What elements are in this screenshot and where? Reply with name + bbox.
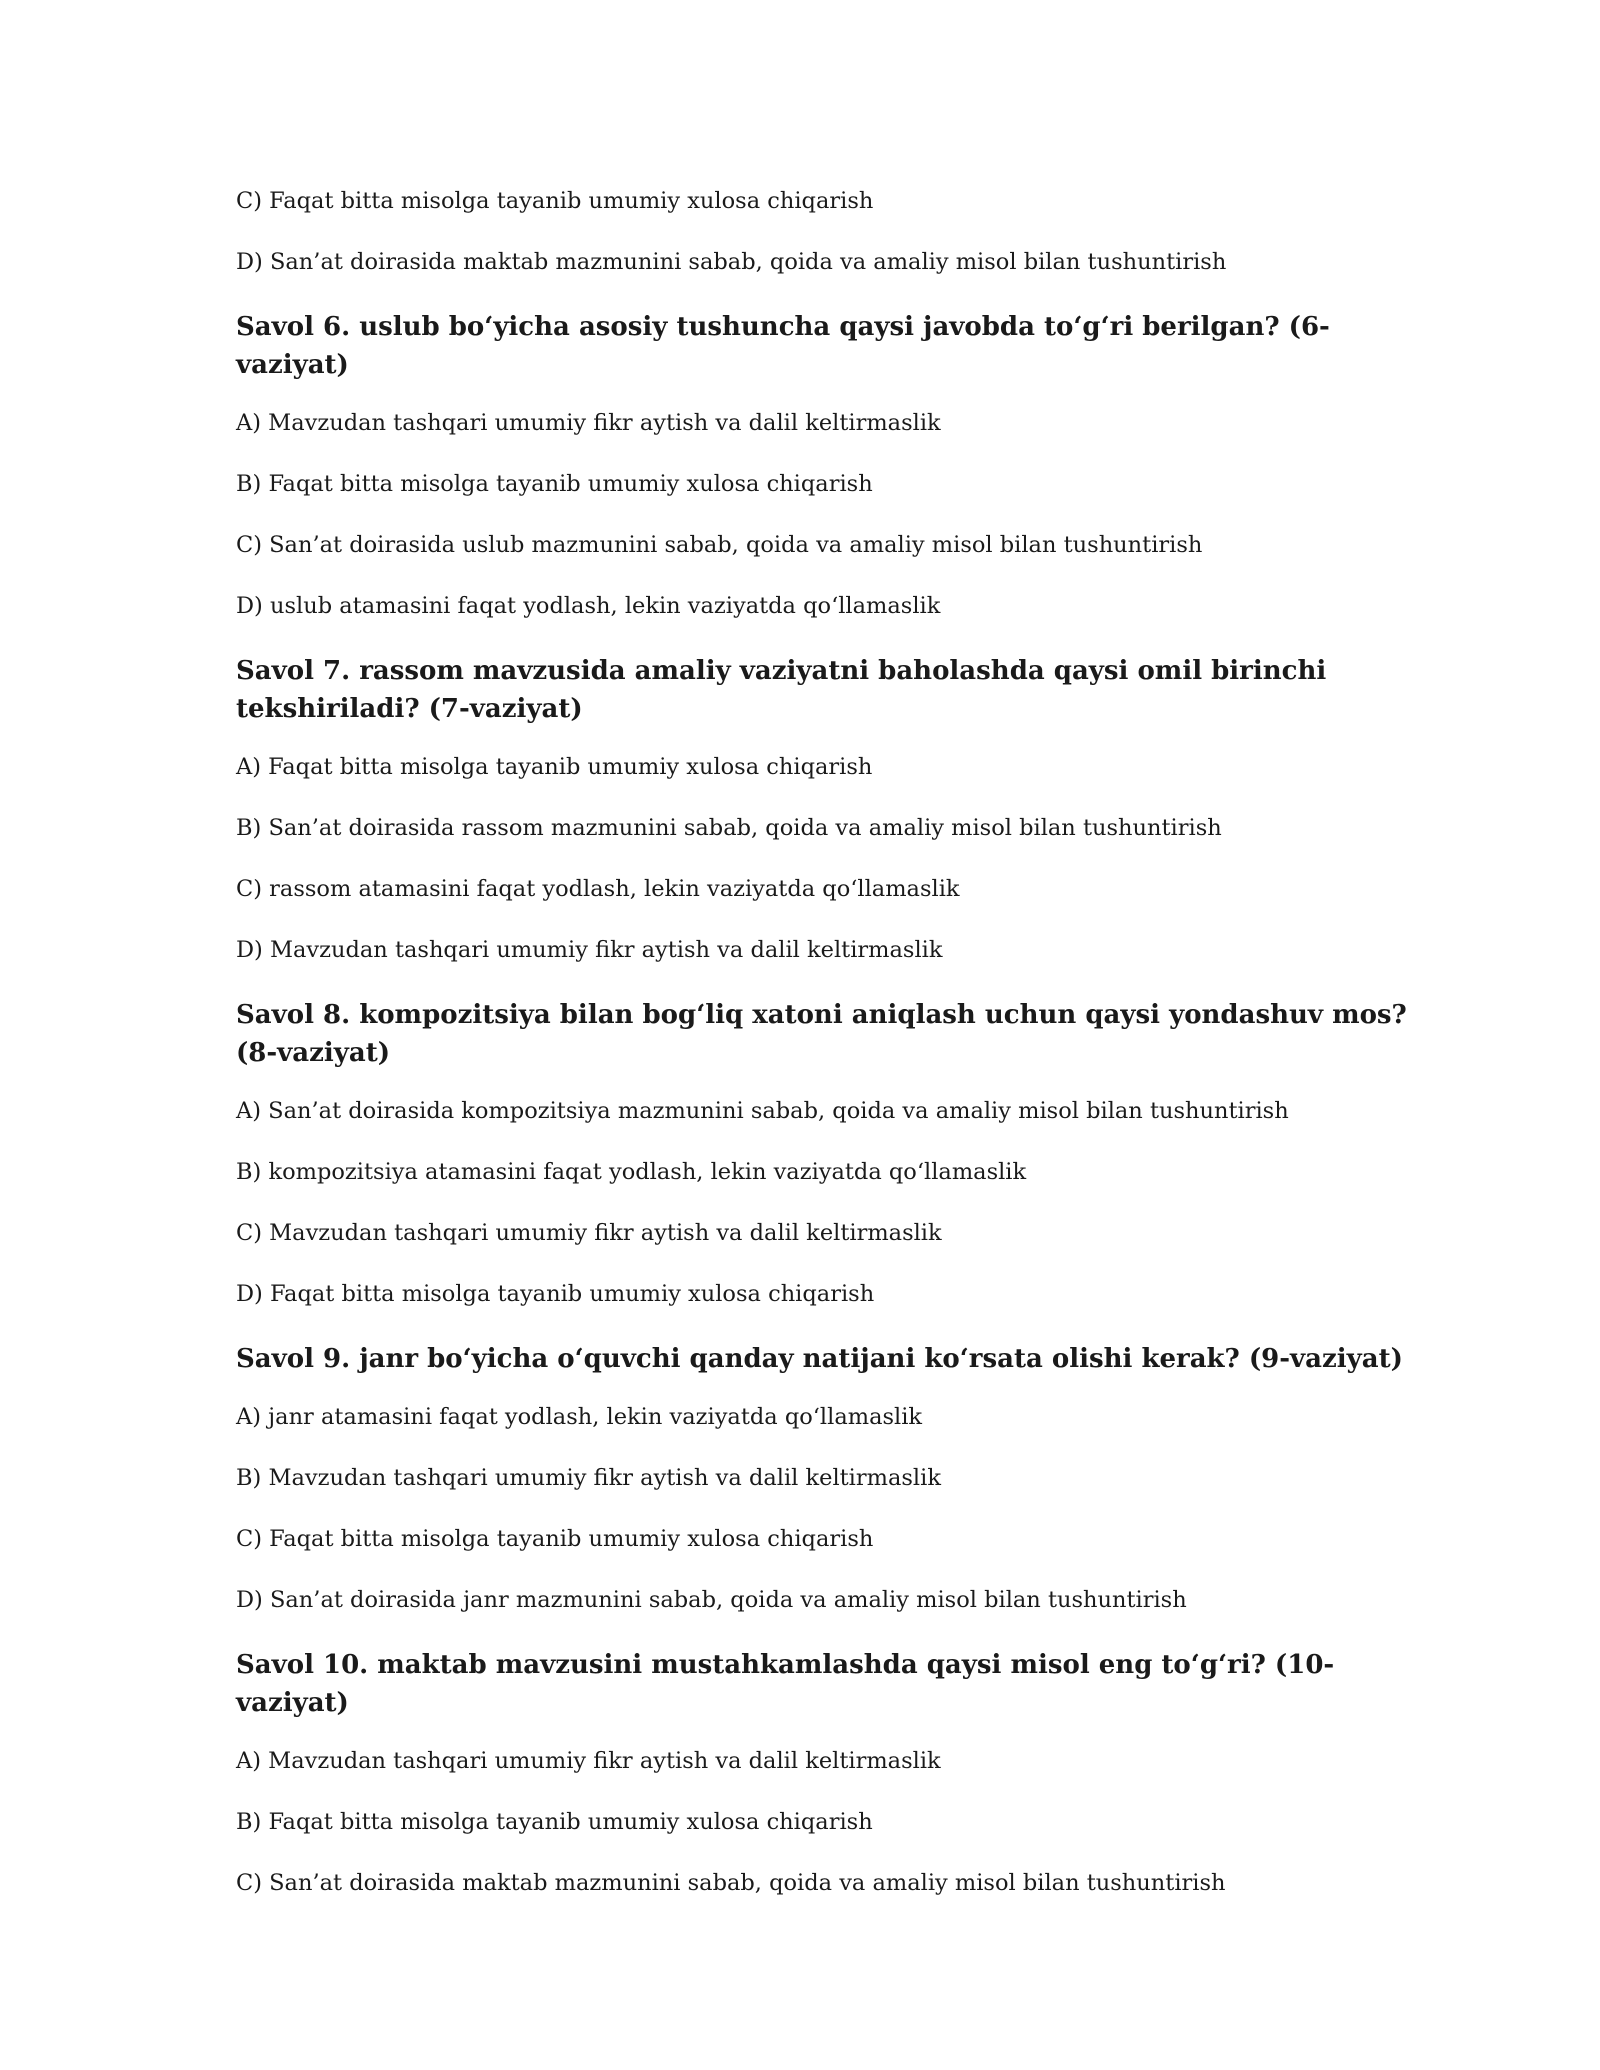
answer-option: D) San’at doirasida janr mazmunini sabab, qoida va amaliy misol bilan tushuntirish bbox=[236, 1587, 1187, 1613]
answer-option: C) Faqat bitta misolga tayanib umumiy xulosa chiqarish bbox=[236, 1526, 874, 1552]
answer-option: B) Faqat bitta misolga tayanib umumiy xulosa chiqarish bbox=[236, 1809, 873, 1835]
answer-option: D) Faqat bitta misolga tayanib umumiy xulosa chiqarish bbox=[236, 1281, 875, 1307]
question-title: Savol 8. kompozitsiya bilan bog‘liq xatoni aniqlash uchun qaysi yondashuv mos? (8-vaziyat) bbox=[236, 1000, 1407, 1068]
answer-option: C) Mavzudan tashqari umumiy fikr aytish va dalil keltirmaslik bbox=[236, 1220, 942, 1246]
question-title: Savol 7. rassom mavzusida amaliy vaziyatni baholashda qaysi omil birinchi tekshiriladi? (7-vaziyat) bbox=[236, 656, 1327, 724]
answer-option: A) Mavzudan tashqari umumiy fikr aytish va dalil keltirmaslik bbox=[236, 410, 941, 436]
answer-option: D) Mavzudan tashqari umumiy fikr aytish va dalil keltirmaslik bbox=[236, 937, 943, 963]
document-page bbox=[236, 186, 1416, 1929]
answer-option: C) San’at doirasida uslub mazmunini sabab, qoida va amaliy misol bilan tushuntirish bbox=[236, 532, 1203, 558]
answer-option: B) kompozitsiya atamasini faqat yodlash, lekin vaziyatda qo‘llamaslik bbox=[236, 1159, 1027, 1185]
answer-option: C) San’at doirasida maktab mazmunini sabab, qoida va amaliy misol bilan tushuntirish bbox=[236, 1870, 1226, 1896]
answer-option: A) San’at doirasida kompozitsiya mazmunini sabab, qoida va amaliy misol bilan tushuntirish bbox=[236, 1098, 1289, 1124]
answer-option: D) uslub atamasini faqat yodlash, lekin vaziyatda qo‘llamaslik bbox=[236, 593, 941, 619]
answer-option: A) janr atamasini faqat yodlash, lekin vaziyatda qo‘llamaslik bbox=[236, 1404, 923, 1430]
answer-option: A) Faqat bitta misolga tayanib umumiy xulosa chiqarish bbox=[236, 754, 873, 780]
answer-option: D) San’at doirasida maktab mazmunini sabab, qoida va amaliy misol bilan tushuntirish bbox=[236, 249, 1227, 275]
answer-option: B) San’at doirasida rassom mazmunini sabab, qoida va amaliy misol bilan tushuntirish bbox=[236, 815, 1222, 841]
answer-option: B) Faqat bitta misolga tayanib umumiy xulosa chiqarish bbox=[236, 471, 873, 497]
answer-option: B) Mavzudan tashqari umumiy fikr aytish va dalil keltirmaslik bbox=[236, 1465, 941, 1491]
answer-option: C) rassom atamasini faqat yodlash, lekin vaziyatda qo‘llamaslik bbox=[236, 876, 960, 902]
question-title: Savol 10. maktab mavzusini mustahkamlashda qaysi misol eng to‘g‘ri? (10-vaziyat) bbox=[236, 1650, 1335, 1718]
answer-option: A) Mavzudan tashqari umumiy fikr aytish va dalil keltirmaslik bbox=[236, 1748, 941, 1774]
question-title: Savol 6. uslub bo‘yicha asosiy tushuncha qaysi javobda to‘g‘ri berilgan? (6-vaziyat) bbox=[236, 312, 1330, 380]
question-title: Savol 9. janr bo‘yicha o‘quvchi qanday natijani ko‘rsata olishi kerak? (9-vaziyat) bbox=[236, 1344, 1403, 1374]
answer-option: C) Faqat bitta misolga tayanib umumiy xulosa chiqarish bbox=[236, 188, 874, 214]
